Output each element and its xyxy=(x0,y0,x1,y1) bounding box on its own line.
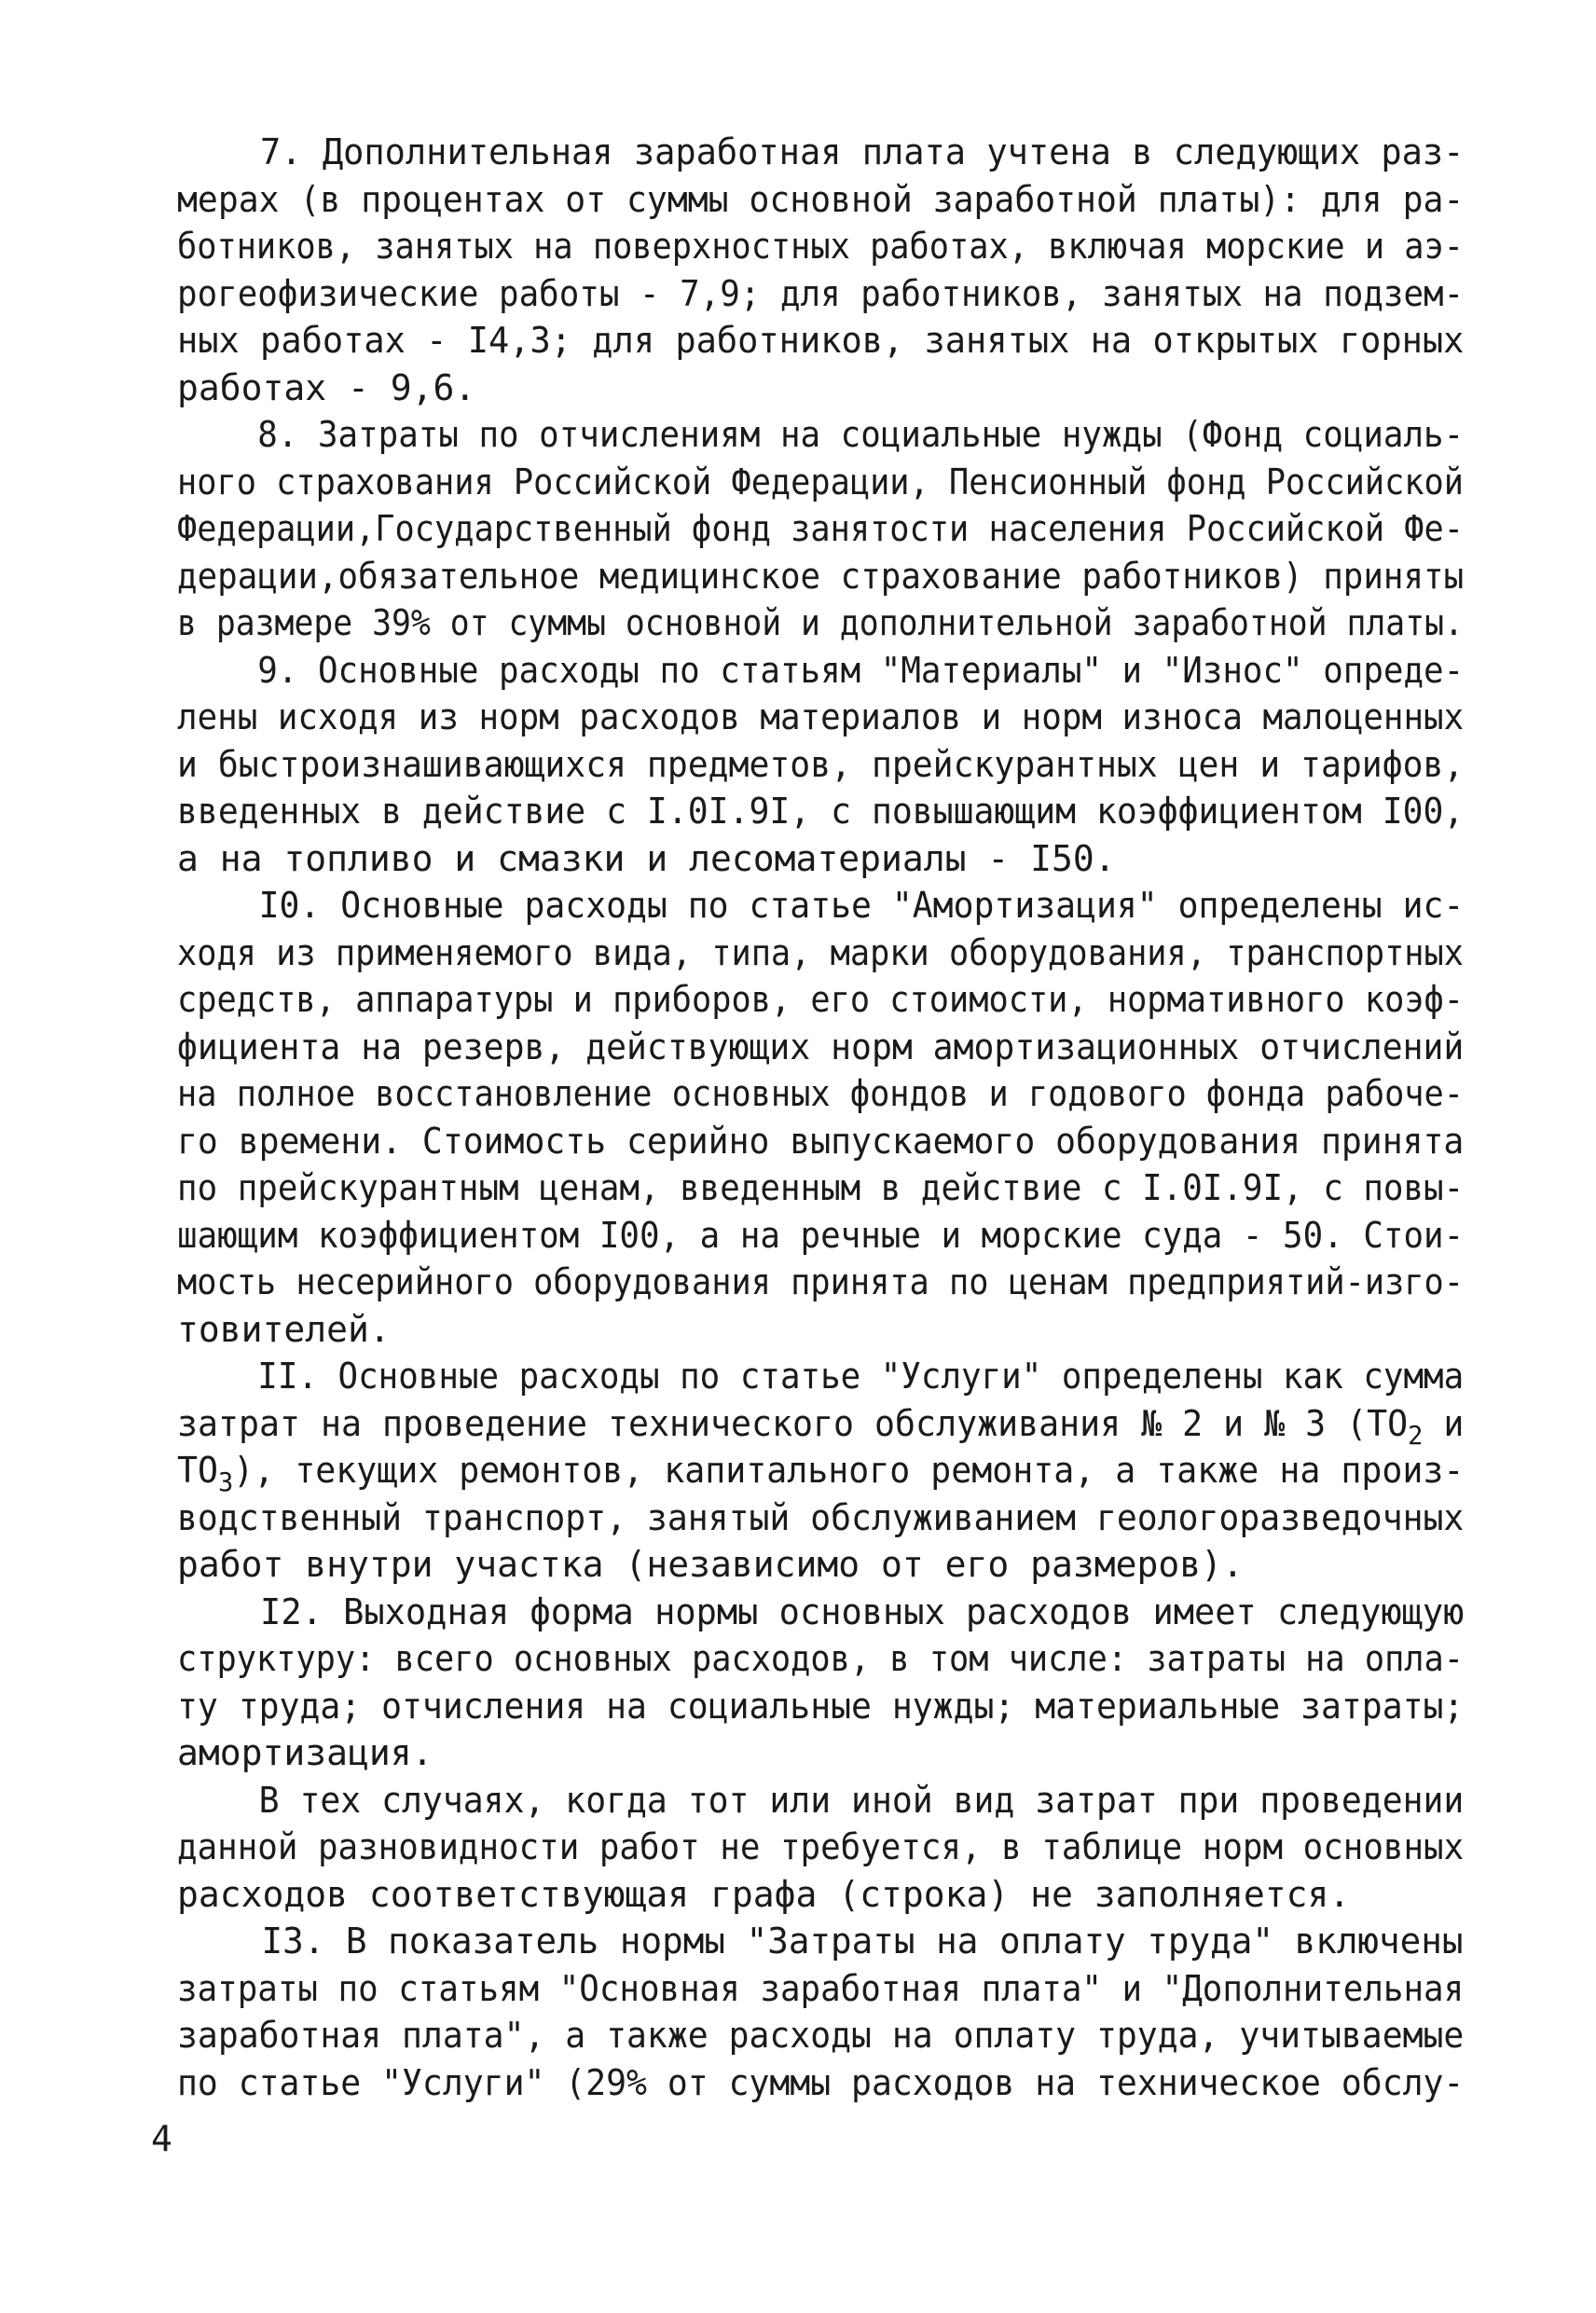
text-line: данной разновидности работ не требуется, в таблице норм основных xyxy=(177,1826,1465,1867)
text-fragment: затрат на проведение технического обслуживания № 2 и № 3 (ТО xyxy=(177,1402,1409,1444)
text-line: водственный транспорт, занятый обслуживанием геологоразведочных xyxy=(177,1496,1465,1538)
text-line: заработная плата", а также расходы на оплату труда, учитываемые xyxy=(177,2015,1465,2056)
text-line: Федерации,Государственный фонд занятости населения Российской Фе- xyxy=(177,508,1465,549)
text-line: мость несерийного оборудования принята по ценам предприятий-изго- xyxy=(177,1261,1465,1302)
text-line: В тех случаях, когда тот или иной вид затрат при проведении xyxy=(177,1779,1465,1821)
text-fragment: и xyxy=(1423,1402,1465,1444)
paragraph-11 xyxy=(177,1353,1464,1589)
text-line: фициента на резерв, действующих норм амортизационных отчислений xyxy=(177,1026,1465,1067)
text-fragment: ), текущих ремонтов, капитального ремонта, а также на произ- xyxy=(233,1450,1465,1491)
text-line: по прейскурантным ценам, введенным в действие с I.0I.9I, с повы- xyxy=(177,1167,1465,1208)
paragraph-12-note xyxy=(177,1777,1464,1919)
paragraph-13 xyxy=(177,1918,1464,2106)
text-line: средств, аппаратуры и приборов, его стоимости, нормативного коэф- xyxy=(177,979,1465,1020)
text-line: I3. В показатель нормы "Затраты на оплату труда" включены xyxy=(177,1921,1464,1962)
text-line: 9. Основные расходы по статьям "Материалы" и "Износ" опреде- xyxy=(177,649,1465,691)
text-line: товителей. xyxy=(177,1308,391,1350)
text-line: расходов соответствующая графа (строка) не заполняется. xyxy=(177,1873,1351,1915)
subscript: 2 xyxy=(1408,1419,1424,1451)
text-line: шающим коэффициентом I00, а на речные и морские суда - 50. Стои- xyxy=(177,1214,1465,1256)
text-line: работах - 9,6. xyxy=(177,366,476,408)
paragraph-8 xyxy=(177,411,1464,647)
text-line xyxy=(177,1447,1465,1497)
text-line: на полное восстановление основных фондов и годового фонда рабоче- xyxy=(177,1073,1465,1114)
text-line: в размере 39% от суммы основной и дополнительной заработной платы. xyxy=(177,602,1464,643)
text-line: введенных в действие с I.0I.9I, с повышающим коэффициентом I00, xyxy=(177,791,1465,832)
text-line: рогеофизические работы - 7,9; для работников, занятых на подзем- xyxy=(177,272,1465,314)
paragraph-9 xyxy=(177,647,1464,883)
text-line: ту труда; отчисления на социальные нужды; материальные затраты; xyxy=(177,1685,1465,1727)
text-line: дерации,обязательное медицинское страхование работников) приняты xyxy=(177,555,1465,597)
text-line: II. Основные расходы по статье "Услуги" определены как сумма xyxy=(177,1356,1465,1397)
text-line: I0. Основные расходы по статье "Амортизация" определены ис- xyxy=(177,885,1465,926)
text-line: работ внутри участка (независимо от его размеров). xyxy=(177,1544,1244,1585)
text-line: ботников, занятых на поверхностных работах, включая морские и аэ- xyxy=(177,226,1465,267)
text-line: затраты по статьям "Основная заработная плата" и "Дополнительная xyxy=(177,1967,1465,2009)
text-line: 7. Дополнительная заработная плата учтена в следующих раз- xyxy=(177,131,1465,172)
page-number: 4 xyxy=(151,2118,172,2159)
text-line: а на топливо и смазки и лесоматериалы - I50. xyxy=(177,837,1116,879)
text-line: I2. Выходная форма нормы основных расходов имеет следующую xyxy=(177,1590,1465,1632)
text-line: по статье "Услуги" (29% от суммы расходов на техническое обслу- xyxy=(177,2061,1465,2103)
paragraph-7 xyxy=(177,129,1464,411)
text-line: мерах (в процентах от суммы основной заработной платы): для ра- xyxy=(177,178,1465,220)
paragraph-12 xyxy=(177,1589,1464,1777)
text-line: лены исходя из норм расходов материалов и норм износа малоценных xyxy=(177,696,1465,737)
text-fragment: ТО xyxy=(177,1450,219,1491)
text-line: амортизация. xyxy=(177,1732,433,1773)
text-line: 8. Затраты по отчислениям на социальные нужды (Фонд социаль- xyxy=(177,414,1465,455)
text-line xyxy=(177,1400,1465,1451)
text-line: ных работах - I4,3; для работников, занятых на открытых горных xyxy=(177,320,1465,361)
text-line: структуру: всего основных расходов, в том числе: затраты на опла- xyxy=(177,1638,1465,1679)
subscript: 3 xyxy=(218,1466,234,1497)
text-line: ного страхования Российской Федерации, Пенсионный фонд Российской xyxy=(177,461,1465,503)
text-line: го времени. Стоимость серийно выпускаемого оборудования принята xyxy=(177,1120,1465,1162)
document-body xyxy=(177,129,1464,2106)
text-line: и быстроизнашивающихся предметов, прейскурантных цен и тарифов, xyxy=(177,743,1465,785)
paragraph-10 xyxy=(177,882,1464,1353)
text-line: ходя из применяемого вида, типа, марки оборудования, транспортных xyxy=(177,931,1465,973)
